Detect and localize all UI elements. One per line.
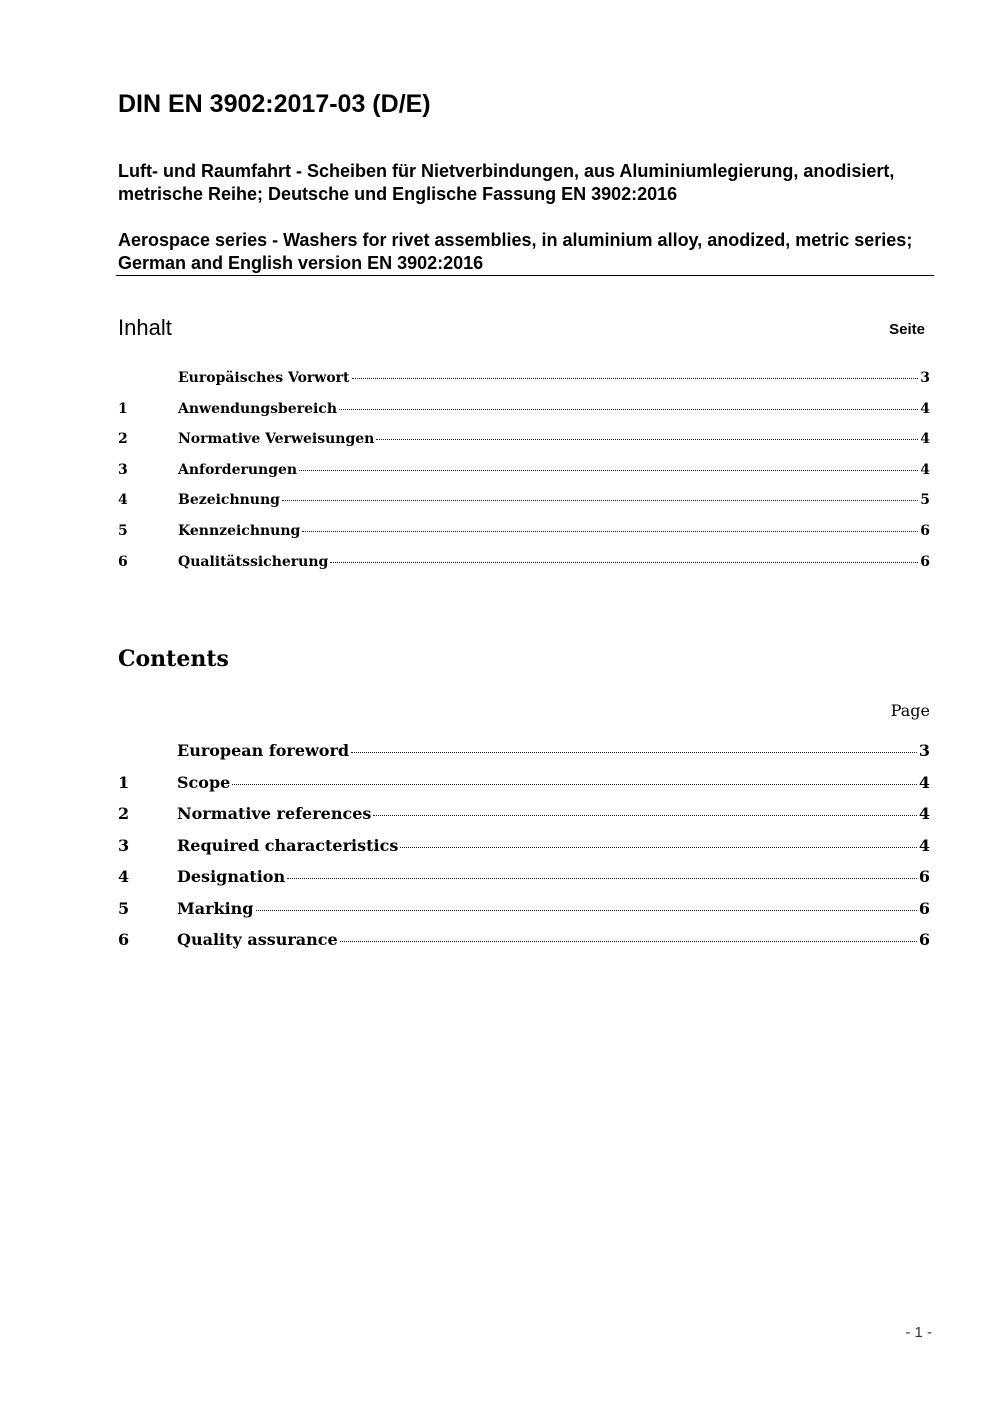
toc-entry-label: European foreword (177, 741, 350, 760)
toc-entry-number: 3 (118, 835, 130, 855)
page-number: - 1 - (905, 1324, 932, 1341)
toc-entry-page: 3 (920, 370, 930, 386)
toc-leader-dots (351, 752, 917, 753)
toc-list-german (118, 370, 930, 584)
toc-entry-number: 4 (118, 492, 128, 509)
toc-leader-dots (299, 470, 918, 471)
toc-leader-dots (373, 815, 916, 816)
toc-entry-page: 4 (920, 461, 930, 478)
toc-entry-requirements-de[interactable] (118, 462, 930, 493)
toc-entry-page: 6 (920, 553, 930, 570)
toc-heading-english: Contents (118, 646, 229, 672)
toc-entry-page: 4 (920, 431, 930, 448)
toc-page-label-german: Seite (889, 321, 925, 338)
toc-heading-german: Inhalt (118, 315, 172, 340)
toc-entry-marking-de[interactable] (118, 523, 930, 554)
toc-entry-number: 2 (118, 431, 128, 448)
toc-leader-dots (400, 847, 917, 848)
toc-entry-normative-references-en[interactable] (118, 804, 930, 836)
toc-entry-page: 6 (918, 867, 930, 886)
toc-entry-european-foreword-en[interactable] (118, 741, 930, 773)
toc-leader-dots (352, 378, 918, 379)
toc-entry-page: 6 (918, 898, 930, 918)
subtitle-german: Luft- und Raumfahrt - Scheiben für Nietverbindungen, aus Aluminiumlegierung, anodisiert, metrische Reihe; Deutsche und Englische Fassung EN 3902:2016 (118, 161, 895, 204)
toc-entry-number: 1 (118, 400, 128, 417)
toc-entry-european-foreword-de[interactable] (118, 370, 930, 401)
toc-entry-number: 6 (118, 553, 128, 570)
toc-entry-label: Europäisches Vorwort (178, 370, 350, 386)
toc-entry-page: 3 (918, 741, 930, 760)
toc-entry-page: 4 (918, 804, 930, 823)
toc-entry-marking-en[interactable] (118, 899, 930, 931)
toc-entry-label: Bezeichnung (178, 492, 280, 509)
toc-entry-required-characteristics-en[interactable] (118, 836, 930, 868)
toc-entry-number: 6 (118, 930, 130, 949)
toc-entry-normative-references-de[interactable] (118, 431, 930, 462)
toc-entry-quality-assurance-de[interactable] (118, 554, 930, 585)
toc-entry-label: Required characteristics (177, 835, 399, 855)
toc-entry-number: 4 (118, 867, 130, 886)
toc-leader-dots (339, 409, 918, 410)
toc-list-english (118, 741, 930, 962)
toc-entry-label: Anforderungen (178, 461, 298, 478)
toc-leader-dots (376, 439, 918, 440)
toc-entry-label: Designation (177, 867, 286, 886)
toc-entry-label: Quality assurance (177, 930, 338, 949)
toc-entry-page: 4 (918, 835, 930, 855)
toc-entry-quality-assurance-en[interactable] (118, 930, 930, 962)
toc-entry-scope-de[interactable] (118, 401, 930, 432)
title-divider (116, 275, 934, 276)
toc-entry-number: 3 (118, 461, 128, 478)
toc-leader-dots (287, 878, 917, 879)
toc-entry-page: 4 (920, 400, 930, 417)
toc-leader-dots (232, 784, 917, 785)
toc-entry-designation-de[interactable] (118, 492, 930, 523)
toc-entry-number: 1 (118, 772, 130, 792)
toc-leader-dots (340, 941, 917, 942)
toc-leader-dots (330, 562, 918, 563)
toc-entry-page: 6 (918, 930, 930, 949)
subtitle-english: Aerospace series - Washers for rivet assemblies, in aluminium alloy, anodized, metric series; German and English version EN 3902:2016 (118, 230, 913, 273)
toc-entry-label: Scope (177, 772, 231, 792)
toc-entry-scope-en[interactable] (118, 773, 930, 805)
document-title: DIN EN 3902:2017-03 (D/E) (118, 90, 431, 118)
toc-entry-label: Qualitätssicherung (178, 553, 329, 570)
toc-entry-number: 5 (118, 898, 130, 918)
toc-leader-dots (302, 531, 918, 532)
toc-entry-label: Normative references (177, 804, 372, 823)
toc-leader-dots (256, 910, 917, 911)
toc-leader-dots (282, 500, 918, 501)
toc-entry-designation-en[interactable] (118, 867, 930, 899)
toc-entry-page: 5 (920, 492, 930, 509)
toc-page-label-english: Page (890, 701, 930, 720)
toc-entry-page: 6 (920, 522, 930, 539)
toc-entry-label: Anwendungsbereich (178, 400, 337, 417)
toc-entry-label: Kennzeichnung (178, 522, 301, 539)
toc-entry-number: 5 (118, 522, 128, 539)
toc-entry-page: 4 (918, 772, 930, 792)
toc-entry-number: 2 (118, 804, 130, 823)
toc-entry-label: Normative Verweisungen (178, 431, 375, 448)
toc-entry-label: Marking (177, 898, 254, 918)
